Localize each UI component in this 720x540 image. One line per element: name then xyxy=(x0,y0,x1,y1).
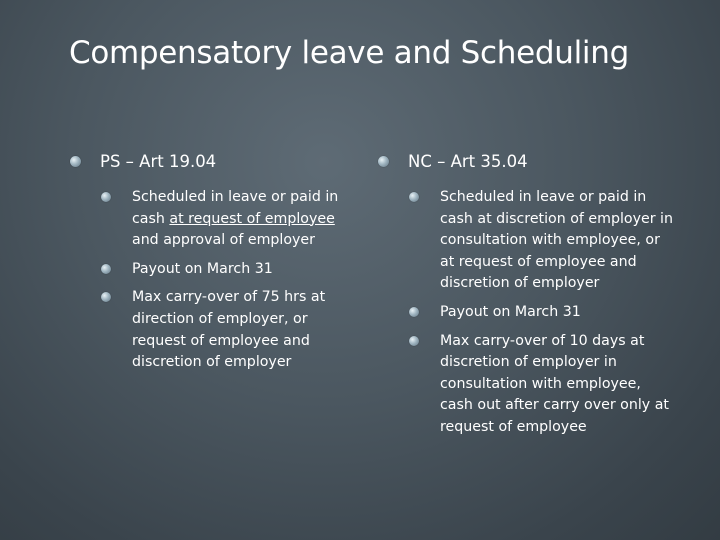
bullet-icon xyxy=(378,156,389,167)
bullet-icon xyxy=(409,192,419,202)
left-item-1-post: and approval of employer xyxy=(132,232,315,249)
slide-title: Compensatory leave and Scheduling xyxy=(69,35,629,71)
right-column xyxy=(378,150,678,446)
bullet-icon xyxy=(101,292,111,302)
right-item-1-text: Scheduled in leave or paid in cash at discretion of employer in consultation with employee, or at request of employee and discretion of employer xyxy=(440,189,673,292)
right-item-3 xyxy=(409,331,678,439)
left-heading-text: PS – Art 19.04 xyxy=(100,152,217,171)
left-item-3-text: Max carry-over of 75 hrs at direction of employer, or request of employee and discretion of employer xyxy=(132,289,326,371)
left-column xyxy=(70,150,350,381)
left-item-1 xyxy=(101,187,350,252)
right-item-3-text: Max carry-over of 10 days at discretion of employer in consultation with employee, cash out after carry over only at request of employee xyxy=(440,332,669,435)
left-item-2-text: Payout on March 31 xyxy=(132,260,273,277)
left-item-1-underlined: at request of employee xyxy=(169,210,335,227)
bullet-icon xyxy=(409,307,419,317)
left-item-2 xyxy=(101,259,350,281)
right-heading xyxy=(378,150,678,174)
right-item-2 xyxy=(409,302,678,324)
left-item-1-pre: Scheduled in leave or paid in cash xyxy=(132,189,339,227)
right-heading-text: NC – Art 35.04 xyxy=(408,152,528,171)
bullet-icon xyxy=(70,156,81,167)
bullet-icon xyxy=(409,336,419,346)
bullet-icon xyxy=(101,192,111,202)
bullet-icon xyxy=(101,264,111,274)
right-item-1 xyxy=(409,187,678,295)
right-item-2-text: Payout on March 31 xyxy=(440,303,581,320)
left-item-3 xyxy=(101,287,350,373)
left-heading xyxy=(70,150,350,174)
